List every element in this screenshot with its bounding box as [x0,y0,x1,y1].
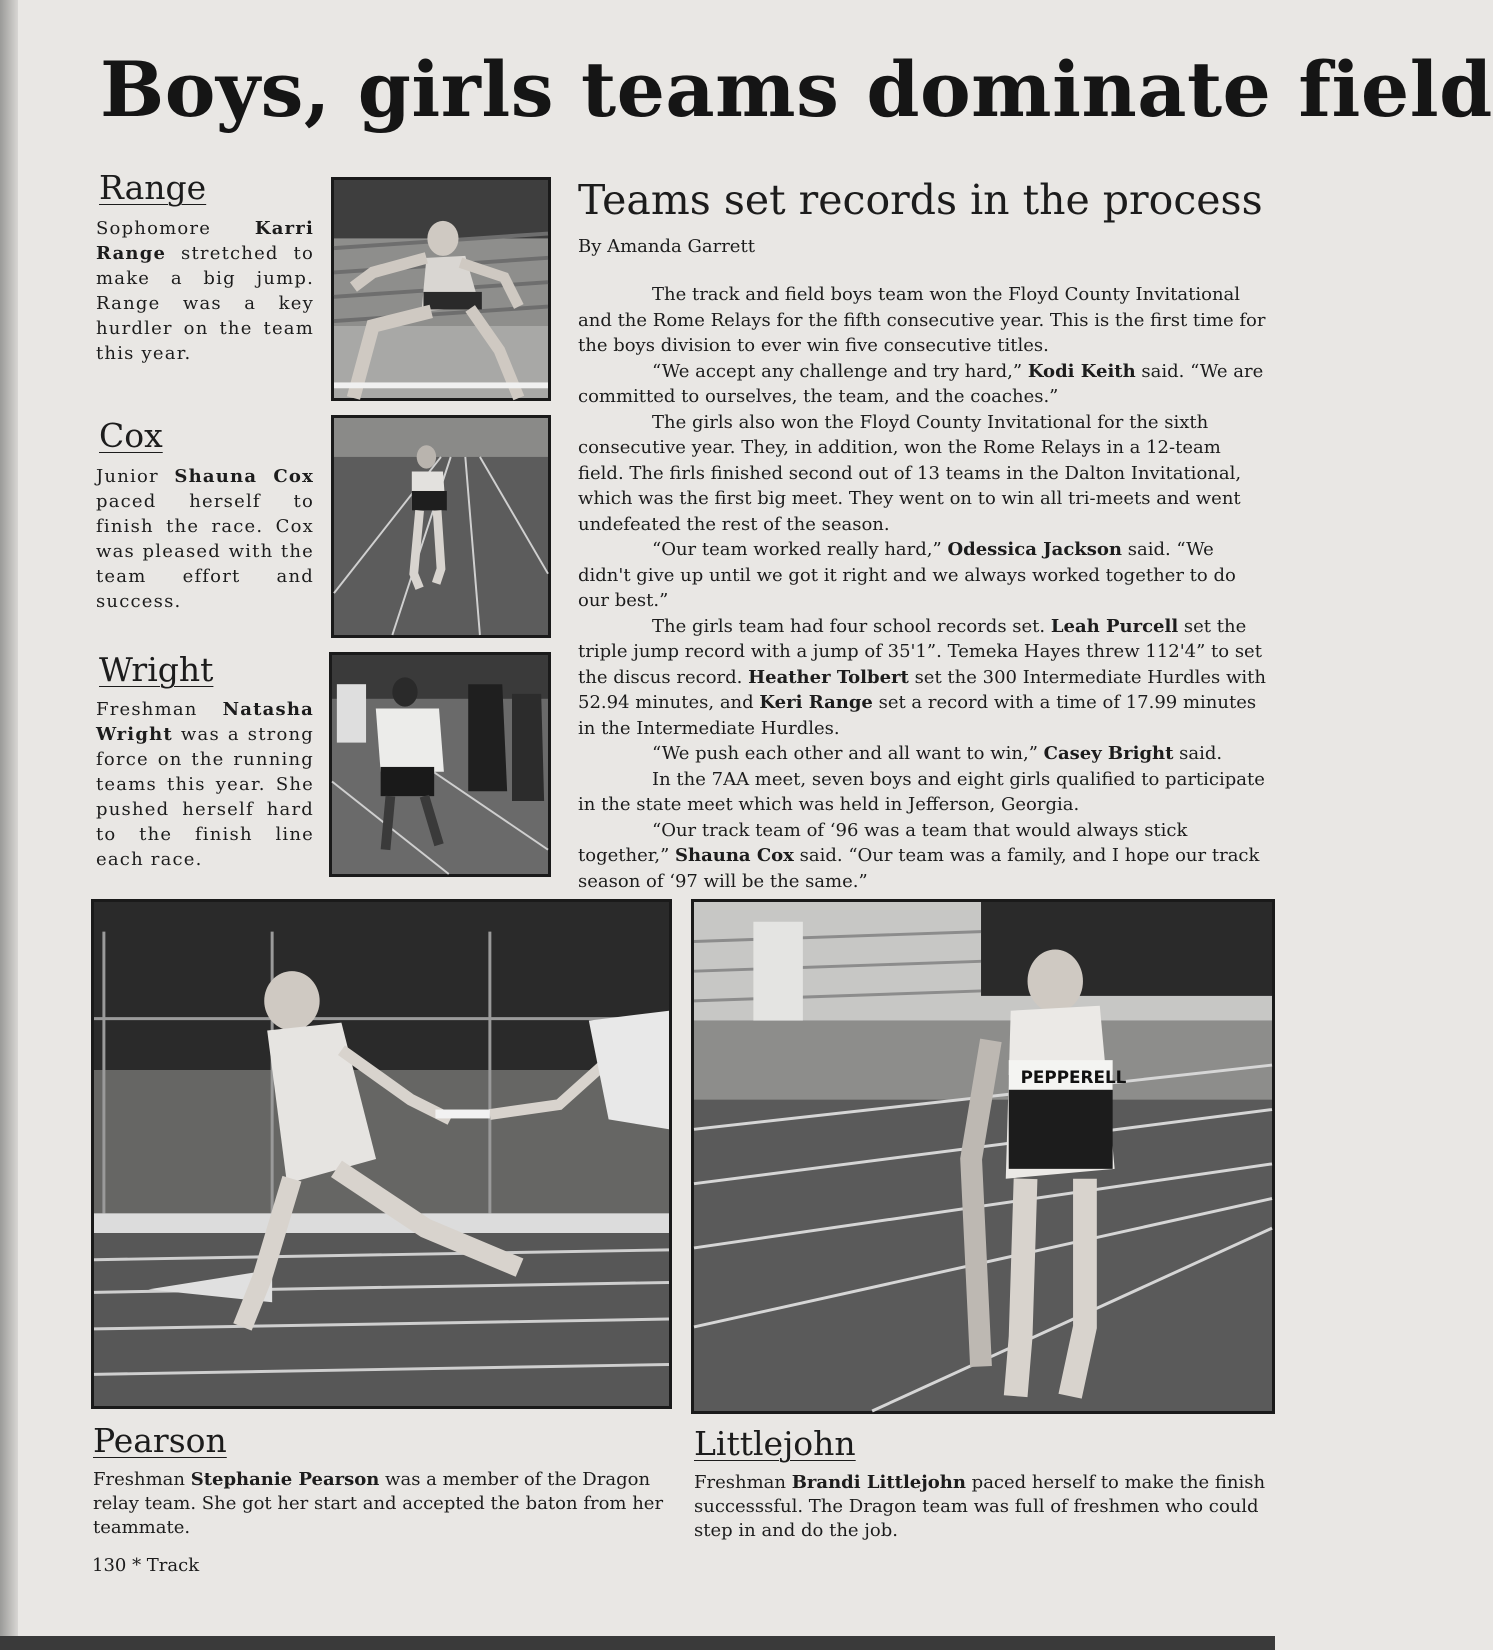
caption-wright-pre: Freshman [96,699,223,720]
caption-wright [96,697,314,872]
caption-pearson-person: Stephanie Pearson [190,1469,380,1490]
quote-text: said. [1173,743,1223,764]
caption-wright-post: was a strong force on the running teams this year. She pushed herself hard to the finish line each race. [96,724,314,870]
page-folio: 130 * Track [92,1555,200,1576]
records-text: set the triple jump record with a jump of 35'1”. Temeka Hayes threw 112'4” to set the discus record. [578,615,1262,688]
caption-cox-person: Shauna Cox [174,466,314,487]
records-text: set a record with a time of 17.99 minutes in the Intermediate Hurdles. [578,692,1257,739]
quote-text: said. “We are committed to ourselves, the team, and the coaches.” [578,360,1264,407]
article-paragraph: The track and field boys team won the Floyd County Invitational and the Rome Relays for the fifth consecutive year. This is the first time for the boys division to ever win five consecutive titles. [578,284,1266,356]
caption-littlejohn [694,1471,1269,1543]
caption-pearson-pre: Freshman [93,1469,191,1490]
caption-name-pearson: Pearson [93,1421,227,1460]
photo-cox-race [331,415,551,638]
photo-littlejohn-race [691,899,1275,1414]
article-paragraph [578,741,1268,767]
article-paragraph [578,818,1268,895]
caption-name-range: Range [99,168,207,207]
page-headline: Boys, girls teams dominate field [100,45,1493,134]
caption-littlejohn-person: Brandi Littlejohn [791,1472,966,1493]
record-holder: Leah Purcell [1050,615,1179,637]
quote-text: “Our track team of ‘96 was a team that would always stick together,” [578,819,1188,866]
quote-text: “We accept any challenge and try hard,” [652,360,1028,382]
caption-littlejohn-post: paced herself to make the finish successsful. The Dragon team was full of freshmen who could step in and do the job. [694,1472,1266,1541]
article-paragraph [578,614,1268,742]
article-paragraph: The girls also won the Floyd County Invitational for the sixth consecutive year. They, in addition, won the Rome Relays in a 12-team field. The firls finished second out of 13 teams in the Dalton Invitational, which was the first big meet. They went on to win all tri-meets and went undefeated the rest of the season. [578,411,1242,535]
caption-range-pre: Sophomore [96,218,255,239]
caption-range [96,216,314,366]
article-paragraph [578,359,1268,410]
jersey-lettering: PEPPERELL [1020,1066,1127,1087]
article-byline: By Amanda Garrett [578,236,755,257]
quote-text: said. “We didn't give up until we got it right and we always worked together to do our best.” [578,539,1236,611]
page-bottom-edge [0,1636,1275,1650]
caption-range-post: stretched to make a big jump. Range was a key hurdler on the team this year. [96,243,314,364]
article-subhead: Teams set records in the process [578,176,1263,224]
quoted-person: Shauna Cox [675,845,794,866]
article-paragraph [578,537,1268,614]
caption-wright-person: Natasha Wright [96,699,314,745]
quote-text: said. “Our team was a family, and I hope our track season of ‘97 will be the same.” [578,845,1260,892]
caption-cox-pre: Junior [96,466,175,487]
caption-pearson-post: was a member of the Dragon relay team. She got her start and accepted the baton from her teammate. [93,1469,664,1538]
record-holder: Keri Range [759,692,873,713]
quote-text: “We push each other and all want to win,” [652,743,1044,764]
caption-name-littlejohn: Littlejohn [694,1424,856,1463]
caption-pearson [93,1468,673,1540]
article-paragraph: In the 7AA meet, seven boys and eight girls qualified to participate in the state meet which was held in Jefferson, Georgia. [578,768,1265,815]
photo-wright-finish [329,652,551,877]
quoted-person: Odessica Jackson [947,539,1122,560]
page-gutter-shadow [0,0,18,1650]
caption-range-person: Karri Range [96,218,314,264]
records-text: The girls team had four school records set. [652,615,1051,637]
caption-cox-post: paced herself to finish the race. Cox was pleased with the team effort and success. [96,491,314,612]
photo-range-hurdle [331,177,551,401]
quote-text: “Our team worked really hard,” [652,539,948,560]
caption-name-wright: Wright [99,650,214,689]
records-text: set the 300 Intermediate Hurdles with 52.94 minutes, and [578,666,1266,713]
record-holder: Heather Tolbert [748,666,909,688]
caption-name-cox: Cox [99,416,163,455]
quoted-person: Casey Bright [1043,743,1174,764]
article-body [578,282,1268,894]
caption-cox [96,464,314,614]
photo-pearson-relay [91,899,672,1409]
quoted-person: Kodi Keith [1027,360,1136,382]
caption-littlejohn-pre: Freshman [694,1472,792,1493]
